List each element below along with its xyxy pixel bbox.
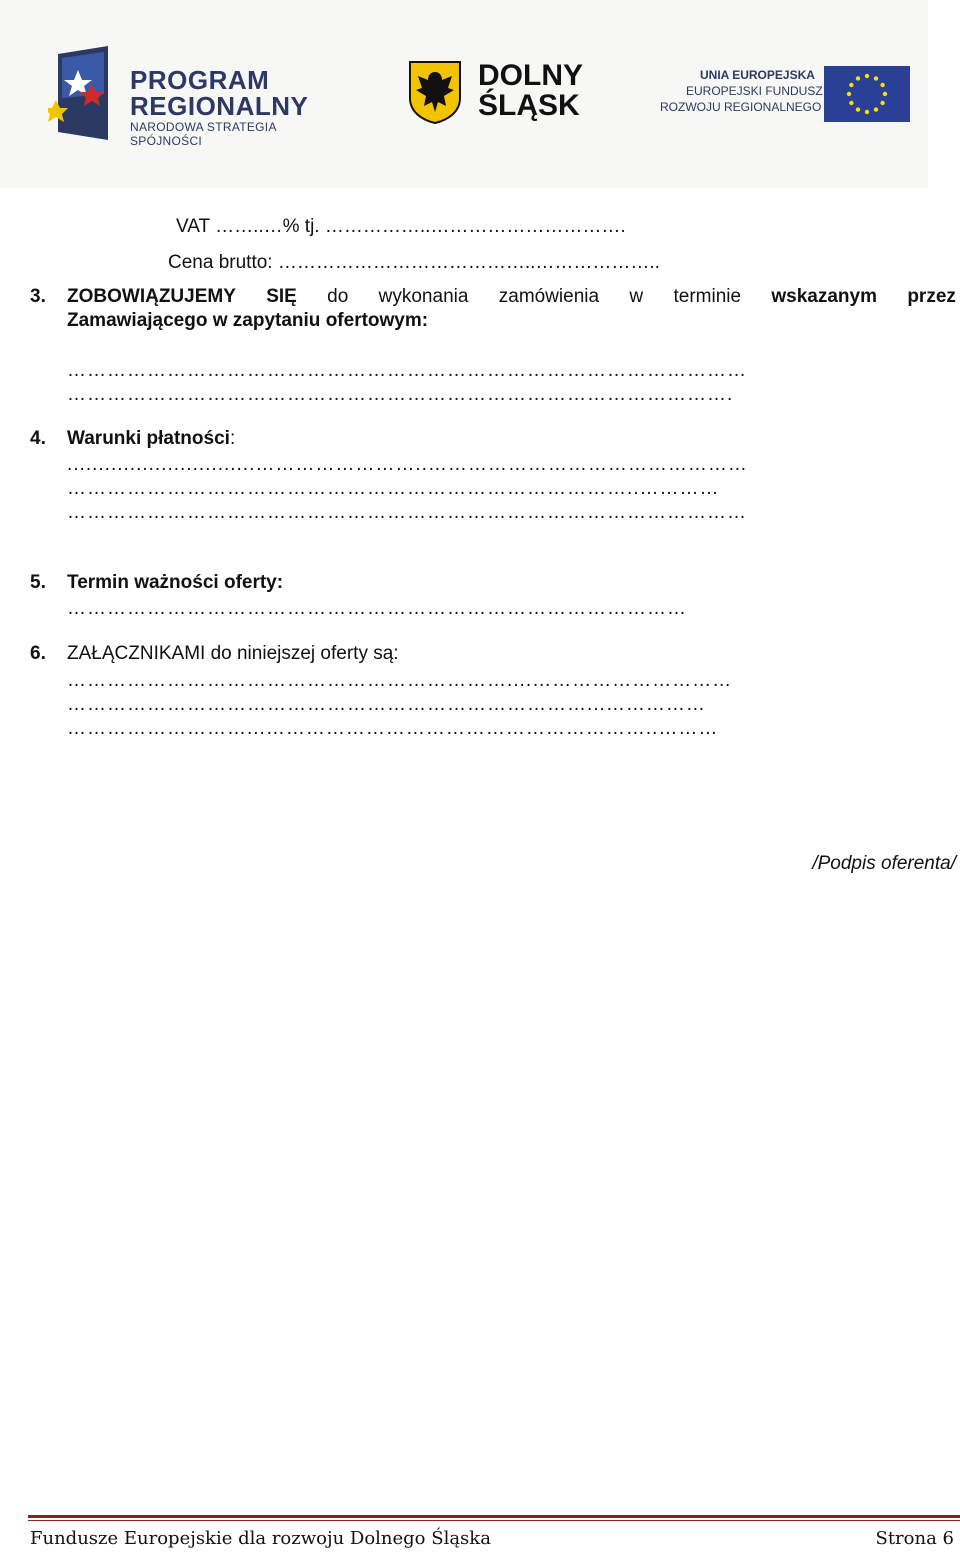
s3-word-9: przez xyxy=(907,286,956,307)
section-4-fill-line-1: ..............................……………………..………………………………………… xyxy=(67,454,748,475)
section-5-fill-line: ………………………………………………………………………………… xyxy=(67,598,687,619)
s3-word-6: w xyxy=(629,286,644,307)
header-logos xyxy=(0,0,928,188)
program-label: PROGRAM xyxy=(130,65,270,95)
eagle-crest-icon xyxy=(408,60,462,124)
regionalny-label: REGIONALNY xyxy=(130,91,309,121)
footer-rule-thin xyxy=(28,1520,960,1521)
strategia-label: NARODOWA STRATEGIA SPÓJNOŚCI xyxy=(130,120,277,148)
section-4-number: 4. xyxy=(30,428,46,449)
eu-logo xyxy=(660,66,910,122)
section-6-fill-line-3: ………………………...…………………………………………………..……… xyxy=(67,718,719,739)
dolny-slask-logo xyxy=(408,60,608,126)
section-5-title: Termin ważności oferty: xyxy=(67,572,284,593)
section-4-heading xyxy=(67,428,235,450)
eu-regional-label: ROZWOJU REGIONALNEGO xyxy=(660,100,822,114)
eu-flag-icon xyxy=(824,66,910,122)
section-6-number: 6. xyxy=(30,643,46,664)
section-3-number: 3. xyxy=(30,286,46,307)
program-regionalny-emblem-icon xyxy=(48,44,112,144)
section-6-fill-line-2: ……………………………………………………………………...…………… xyxy=(67,694,706,715)
section-3-fill-line-2: ………………………………………………………………………………………. xyxy=(67,384,734,405)
slask-label: ŚLĄSK xyxy=(478,89,580,122)
section-3-heading xyxy=(67,286,956,308)
section-6-fill-line-1: …………………………………………………………....………………………… xyxy=(67,670,733,691)
dolny-label: DOLNY xyxy=(478,59,583,92)
footer-page-number: Strona 6 xyxy=(875,1528,954,1549)
eu-fund-label: EUROPEJSKI FUNDUSZ xyxy=(686,84,823,98)
section-5-number: 5. xyxy=(30,572,46,593)
cena-brutto-line: Cena brutto: …………………………………..……………….. xyxy=(168,252,660,273)
vat-line: VAT ……..…% tj. ……………..…………………………. xyxy=(176,216,626,237)
s3-word-3: do xyxy=(327,286,349,307)
footer-left-text: Fundusze Europejskie dla rozwoju Dolnego Śląska xyxy=(30,1528,491,1549)
section-4-title: Warunki płatności xyxy=(67,428,230,449)
s3-word-1: ZOBOWIĄZUJEMY xyxy=(67,286,236,307)
section-3-fill-line-1: ………………………………………………………………………………………… xyxy=(67,360,747,381)
eu-label: UNIA EUROPEJSKA xyxy=(700,68,815,82)
s3-word-5: zamówienia xyxy=(498,286,600,307)
section-6-title: ZAŁĄCZNIKAMI do niniejszej oferty są: xyxy=(67,643,399,664)
s3-word-4: wykonania xyxy=(378,286,469,307)
s3-word-8: wskazanym xyxy=(771,286,877,307)
s3-word-7: terminie xyxy=(673,286,742,307)
footer-rule-thick xyxy=(28,1515,960,1518)
section-4-colon: : xyxy=(229,428,236,449)
program-regionalny-logo xyxy=(48,44,348,148)
s3-word-2: SIĘ xyxy=(266,286,297,307)
section-4-fill-line-3: ………………………………………………………………………………………… xyxy=(67,502,747,523)
section-3-heading-cont: Zamawiającego w zapytaniu ofertowym: xyxy=(67,310,429,331)
section-4-fill-line-2: …………………………………………………………………………..………… xyxy=(67,478,720,499)
signature-label: /Podpis oferenta/ xyxy=(812,853,956,874)
